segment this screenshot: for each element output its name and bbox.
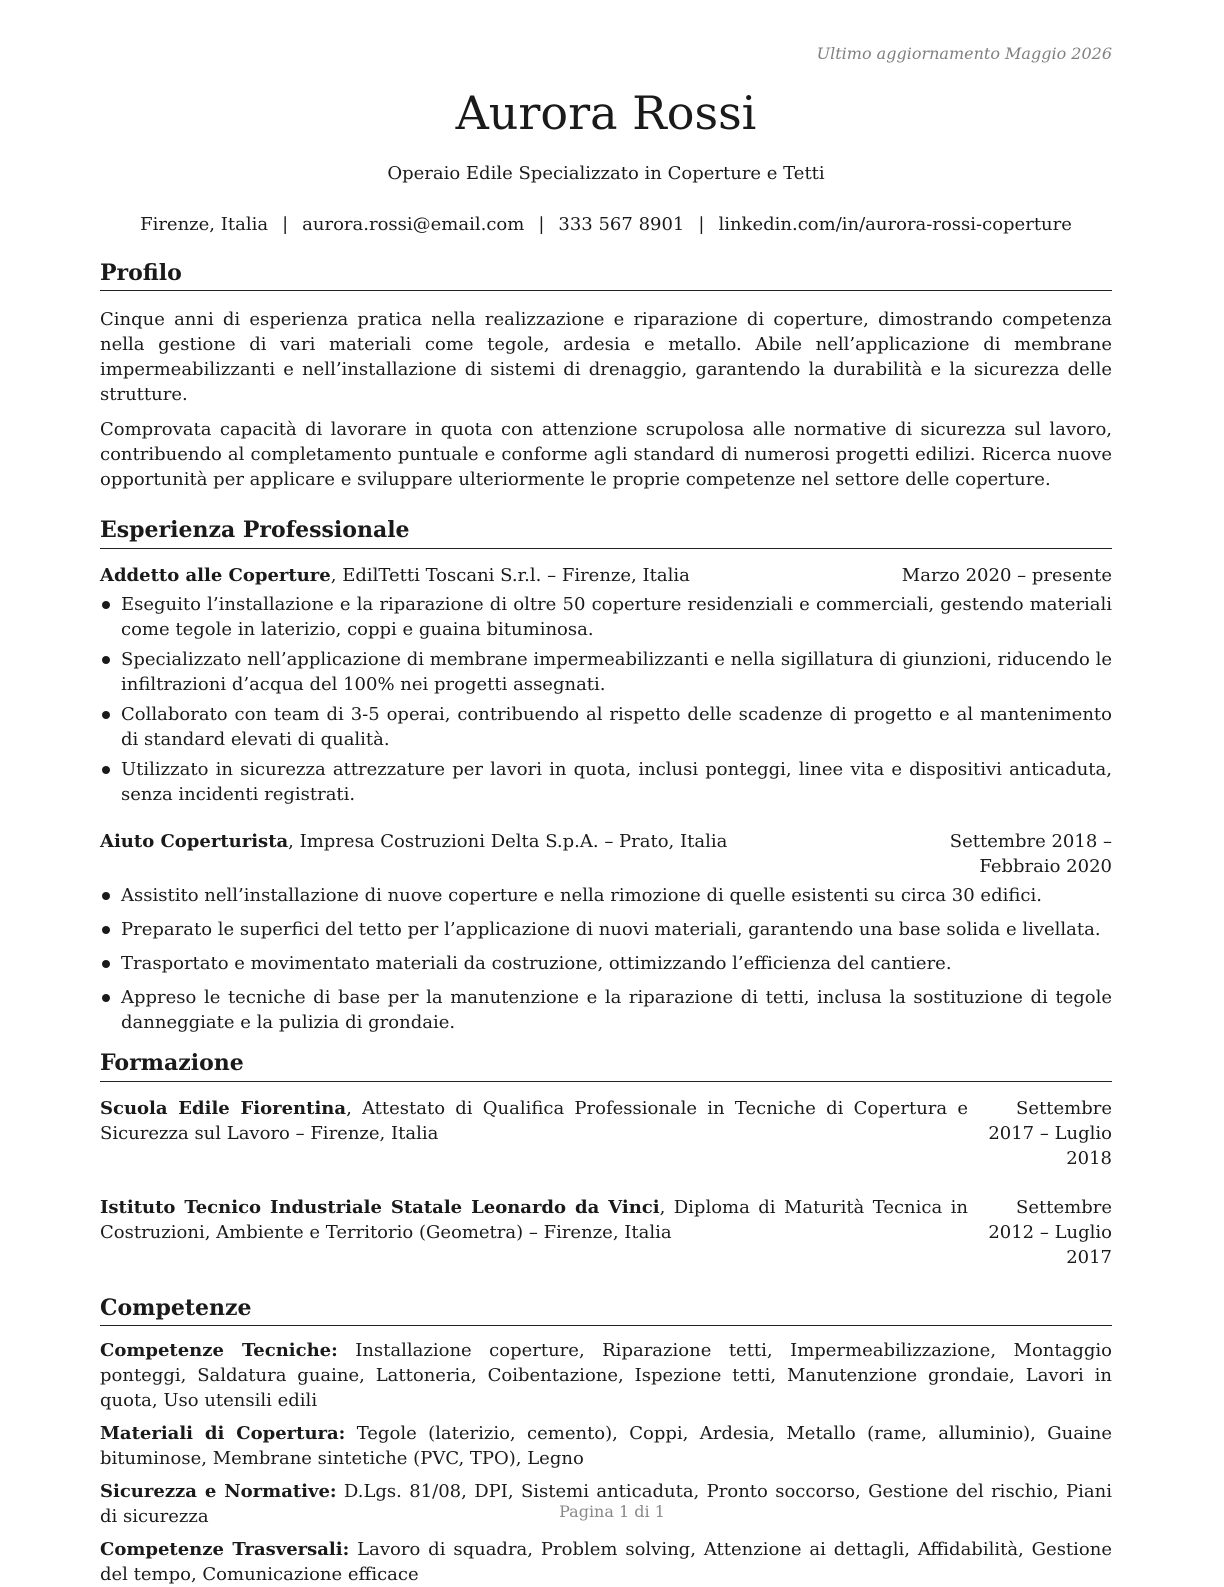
list-item: Trasportato e movimentato materiali da costruzione, ottimizzando l’efficienza del cantiere. <box>100 951 1112 976</box>
resume-page <box>100 40 1112 1587</box>
section-title-skills: Competenze <box>100 1294 1112 1327</box>
skill-label: Sicurezza e Normative: <box>100 1481 337 1503</box>
job-dates: Settembre 2018 – Febbraio 2020 <box>949 830 1112 877</box>
education-dates: Settembre 2012 – Luglio 2017 <box>988 1196 1112 1268</box>
school-name: Istituto Tecnico Industriale Statale Leonardo da Vinci <box>100 1196 660 1218</box>
skill-text: Installazione coperture, Riparazione tetti, Impermeabilizzazione, Montaggio ponteggi, Saldatura guaine, Lattoneria, Coibentazione, Ispezione tetti, Manutenzione grondaie, Lavori in quota, Uso utensili edili <box>100 1340 1112 1412</box>
list-item: Collaborato con team di 3-5 operai, contribuendo al rispetto delle scadenze di progetto e al mantenimento di standard elevati di qualità. <box>100 702 1112 752</box>
contact-location: Firenze, Italia <box>140 213 269 235</box>
skill-label: Competenze Tecniche: <box>100 1340 338 1362</box>
job-role: Aiuto Coperturista <box>100 830 289 852</box>
skill-label: Materiali di Copertura: <box>100 1423 346 1445</box>
job-title: Operaio Edile Specializzato in Coperture e Tetti <box>387 162 825 184</box>
skill-line <box>100 1421 1112 1471</box>
education-item <box>100 1096 1112 1171</box>
list-item: Eseguito l’installazione e la riparazione di oltre 50 coperture residenziali e commerciali, gestendo materiali come tegole in laterizio, coppi e guaina bituminosa. <box>100 592 1112 642</box>
contact-separator: | <box>698 213 705 235</box>
job-role: Addetto alle Coperture <box>100 564 331 586</box>
education-dates: Settembre 2017 – Luglio 2018 <box>988 1097 1112 1169</box>
contact-phone: 333 567 8901 <box>558 213 685 235</box>
job-bullets <box>100 883 1112 1035</box>
profile-paragraph: Comprovata capacità di lavorare in quota con attenzione scrupolosa alle normative di sicurezza sul lavoro, contribuendo al completamento puntuale e conforme agli standard di numerosi progetti edilizi. Ricerca nuove opportunità per applicare e sviluppare ulteriormente le proprie competenze nel settore delle coperture. <box>100 419 1112 491</box>
skill-text: Tegole (laterizio, cemento), Coppi, Ardesia, Metallo (rame, alluminio), Guaine bituminose, Membrane sintetiche (PVC, TPO), Legno <box>100 1423 1112 1470</box>
list-item: Assistito nell’installazione di nuove coperture e nella rimozione di quelle esistenti su circa 30 edifici. <box>100 883 1112 908</box>
job-header <box>100 829 1112 879</box>
list-item: Preparato le superfici del tetto per l’applicazione di nuovi materiali, garantendo una base solida e livellata. <box>100 917 1112 942</box>
job-header <box>100 563 1112 588</box>
skill-text: D.Lgs. 81/08, DPI, Sistemi anticaduta, Pronto soccorso, Gestione del rischio, Piani di sicurezza <box>100 1481 1112 1528</box>
skill-label: Competenze Trasversali: <box>100 1539 350 1561</box>
profile-paragraph: Cinque anni di esperienza pratica nella realizzazione e riparazione di coperture, dimostrando competenza nella gestione di vari materiali come tegole, ardesia e metallo. Abile nell’applicazione di membrane impermeabilizzanti e nell’installazione di sistemi di drenaggio, garantendo la durabilità e la sicurezza delle strutture. <box>100 309 1112 406</box>
school-name: Scuola Edile Fiorentina <box>100 1097 347 1119</box>
contact-separator: | <box>282 213 289 235</box>
section-title-experience: Esperienza Professionale <box>100 516 1112 549</box>
contact-line <box>100 214 1112 235</box>
contact-separator: | <box>538 213 545 235</box>
section-title-profile: Profilo <box>100 259 1112 292</box>
job-dates: Marzo 2020 – presente <box>901 564 1112 586</box>
education-item <box>100 1195 1112 1270</box>
contact-email[interactable]: aurora.rossi@email.com <box>302 213 525 235</box>
last-updated: Ultimo aggiornamento Maggio 2026 <box>816 44 1112 63</box>
skill-line <box>100 1537 1112 1587</box>
school-detail: , Attestato di Qualifica Professionale in Tecniche di Copertura e Sicurezza sul Lavoro – Firenze, Italia <box>100 1097 968 1144</box>
list-item: Utilizzato in sicurezza attrezzature per lavori in quota, inclusi ponteggi, linee vita e dispositivi anticaduta, senza incidenti registrati. <box>100 757 1112 807</box>
skill-line <box>100 1338 1112 1413</box>
skill-text: Lavoro di squadra, Problem solving, Attenzione ai dettagli, Affidabilità, Gestione del tempo, Comunicazione efficace <box>100 1539 1113 1586</box>
list-item: Appreso le tecniche di base per la manutenzione e la riparazione di tetti, inclusa la sostituzione di tegole danneggiate e la pulizia di grondaie. <box>100 985 1112 1035</box>
list-item: Specializzato nell’applicazione di membrane impermeabilizzanti e nella sigillatura di giunzioni, riducendo le infiltrazioni d’acqua del 100% nei progetti assegnati. <box>100 647 1112 697</box>
section-title-education: Formazione <box>100 1049 1112 1082</box>
contact-linkedin[interactable]: linkedin.com/in/aurora-rossi-coperture <box>718 213 1072 235</box>
school-detail: , Diploma di Maturità Tecnica in Costruzioni, Ambiente e Territorio (Geometra) – Firenze, Italia <box>100 1196 968 1243</box>
candidate-name: Aurora Rossi <box>455 86 757 140</box>
job-bullets <box>100 592 1112 807</box>
job-company: , Impresa Costruzioni Delta S.p.A. – Prato, Italia <box>288 830 728 852</box>
job-company: , EdilTetti Toscani S.r.l. – Firenze, Italia <box>330 564 690 586</box>
page-number: Pagina 1 di 1 <box>559 1502 665 1521</box>
